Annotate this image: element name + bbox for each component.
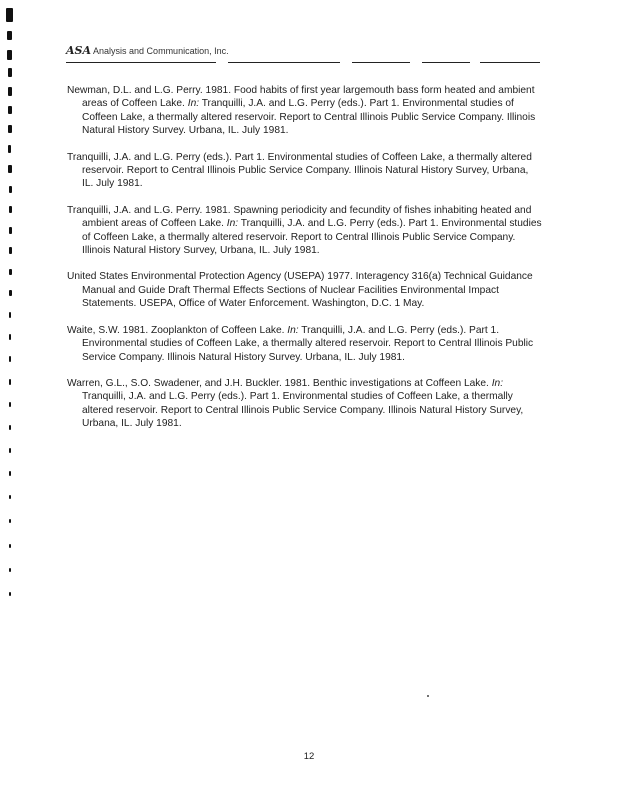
header-rule-left [66,62,216,63]
binding-edge-marks [4,8,18,608]
company-logo: ASA [66,44,92,57]
header-rule-segment-3 [422,62,470,63]
reference-entry: Newman, D.L. and L.G. Perry. 1981. Food habits of first year largemouth bass form heated and ambient areas of Coffeen Lake. In: Tranquilli, J.A. and L.G. Perry (eds.). Part 1. Environmental studies of Coffeen Lake, a thermally altered reservoir. Report to Central Illinois Public Service Company. Illinois Natural History Survey. Urbana, IL. July 1981. [67,85,536,137]
header-rule-segment-4 [480,62,540,63]
reference-list [67,84,542,444]
letterhead [66,44,229,57]
company-name: Analysis and Communication, Inc. [93,46,229,56]
reference-entry: Waite, S.W. 1981. Zooplankton of Coffeen Lake. In: Tranquilli, J.A. and L.G. Perry (eds.). Part 1. Environmental studies of Coffeen Lake, a thermally altered reservoir. Report to Central Illinois Public Service Company. Illinois Natural History Survey. Urbana, IL. July 1981. [67,324,534,363]
header-rule-segment-1 [228,62,340,63]
reference-entry: Tranquilli, J.A. and L.G. Perry (eds.). Part 1. Environmental studies of Coffeen Lake, a thermally altered reservoir. Report to Central Illinois Public Service Company. Illinois Natural History Survey, Urbana, IL. July 1981. [67,151,532,190]
reference-entry: Tranquilli, J.A. and L.G. Perry. 1981. Spawning periodicity and fecundity of fishes inhabiting heated and ambient areas of Coffeen Lake. In: Tranquilli, J.A. and L.G. Perry (eds.). Part 1. Environmental studies of Coffeen Lake, a thermally altered reservoir. Report to Central Illinois Public Service Company. Illinois Natural History Survey, Urbana, IL. July 1981. [67,204,542,257]
header-rule-segment-2 [352,62,410,63]
page-number: 12 [303,751,315,762]
reference-entry: Warren, G.L., S.O. Swadener, and J.H. Buckler. 1981. Benthic investigations at Coffeen Lake. In: Tranquilli, J.A. and L.G. Perry (eds.). Part 1. Environmental studies of Coffeen Lake, a thermally altered reservoir. Report to Central Illinois Public Service Company. Illinois Natural History Survey, Urbana, IL. July 1981. [67,377,524,430]
scan-speck [427,695,429,697]
reference-entry: United States Environmental Protection Agency (USEPA) 1977. Interagency 316(a) Technical Guidance Manual and Guide Draft Thermal Effects Sections of Nuclear Facilities Environmental Impact Statements. USEPA, Office of Water Enforcement. Washington, D.C. 1 May. [67,271,533,310]
